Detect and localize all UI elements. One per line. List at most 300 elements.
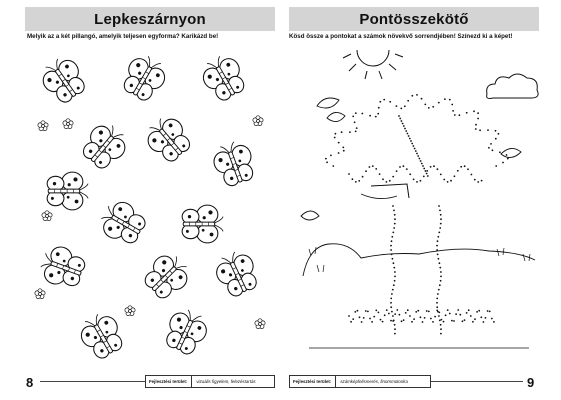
dot [452,110,454,112]
dot [475,124,477,126]
dot [342,147,344,149]
butterfly [47,172,88,210]
dot [349,131,351,133]
dot [413,145,415,147]
dot [413,179,415,181]
dot [394,333,396,335]
dot [407,309,409,311]
dot [426,310,428,312]
dot [470,315,472,317]
dot [440,271,442,273]
dot [413,318,415,320]
dot [354,121,356,123]
dot [391,293,393,295]
dot [382,178,384,180]
dot [359,316,361,318]
dot [449,99,451,101]
dot [436,298,438,300]
dot [437,168,439,170]
dot [388,313,390,315]
dot [411,143,413,145]
dot [408,135,410,137]
dot [405,312,407,314]
dot [403,319,405,321]
dot [403,125,405,127]
dot [440,218,442,220]
dot [405,130,407,132]
dot [401,120,403,122]
dot [367,311,369,313]
dot [473,110,475,112]
butterfly [211,247,263,300]
dot [457,309,459,311]
dot [495,138,497,140]
dot [436,302,438,304]
dot [415,311,417,313]
dot [436,310,438,312]
dot [411,321,413,323]
dot [438,258,440,260]
dot [356,127,358,129]
dot [471,174,473,176]
dot [437,236,439,238]
dot [369,318,371,320]
dot [474,179,476,181]
dot [428,311,430,313]
dot [398,115,400,117]
dot [440,214,442,216]
dot [438,205,440,207]
dot [407,100,409,102]
dot [369,166,371,168]
dot [436,306,438,308]
dot [490,143,492,145]
dot [438,232,440,234]
dot [361,321,363,323]
dot [447,309,449,311]
dot [481,180,483,182]
dot [477,118,479,120]
flower [125,306,135,316]
dot [440,276,442,278]
dot [338,142,340,144]
dot [375,116,377,118]
dot [439,262,441,264]
dot [401,320,403,322]
dot [343,150,345,152]
dot [459,114,461,116]
dot [334,137,336,139]
dot [392,320,394,322]
butterfly [37,242,88,292]
dot [466,312,468,314]
dot [392,258,394,260]
dot [415,150,417,152]
dot [394,313,396,315]
dot [357,310,359,312]
dot [475,128,477,130]
dot [430,318,432,320]
dot [438,315,440,317]
dot [394,214,396,216]
butterfly [160,305,212,358]
dot [373,316,375,318]
dot [438,312,440,314]
dot [389,101,391,103]
butterfly [141,111,196,167]
leaf-drawing [327,112,345,121]
flower [253,116,263,126]
dot [386,309,388,311]
dot [403,165,405,167]
dot [485,317,487,319]
dot [393,267,395,269]
butterfly [197,51,250,105]
dot [427,175,429,177]
dot [438,289,440,291]
dot [355,131,357,133]
dot [434,316,436,318]
dot [422,165,424,167]
butterfly [209,138,259,189]
dot [430,166,432,168]
dot [326,161,328,163]
dot [417,310,419,312]
dot [404,105,406,107]
dot [394,328,396,330]
cloud-drawing [487,74,539,99]
dot [444,98,446,100]
dot [464,165,466,167]
dot [409,315,411,317]
dot [426,170,428,172]
dot [352,178,354,180]
branch-drawing [361,194,397,199]
page-title: Pontösszekötő [289,7,539,31]
dot [396,170,398,172]
dot [407,133,409,135]
dot [391,236,393,238]
butterflies-illustration [25,46,275,364]
dot [437,254,439,256]
dot [355,112,357,114]
dot [348,173,350,175]
butterfly [77,118,132,174]
dot [436,249,438,251]
dot [437,240,439,242]
dot [423,168,425,170]
dot [436,245,438,247]
dot [468,309,470,311]
dot [439,284,441,286]
hill-drawing [303,244,535,276]
dot [380,319,382,321]
dot [394,271,396,273]
dot [474,318,476,320]
development-area-box [145,375,275,388]
dot [506,154,508,156]
dot [443,179,445,181]
dot [330,155,332,157]
dot [394,223,396,225]
dot [335,133,337,135]
page-title: Lepkeszárnyon [25,7,275,31]
dot [352,318,354,320]
dot [382,321,384,323]
development-area-label: Fejlesztési terület: [290,376,336,387]
butterfly [139,248,195,304]
dot [363,317,365,319]
dot [394,276,396,278]
development-area-label: Fejlesztési terület: [146,376,192,387]
dot [464,319,466,321]
dot [369,115,371,117]
dot [391,240,393,242]
dot [449,313,451,315]
dot [432,106,434,108]
flower [38,121,48,131]
dot [354,311,356,313]
dot [393,210,395,212]
grass-tufts [309,247,530,272]
dot [472,321,474,323]
dot [420,316,422,318]
dot [350,321,352,323]
dot [439,320,441,322]
dot [459,314,461,316]
dot [466,112,468,114]
dot [378,312,380,314]
flower [63,119,73,129]
dot [420,180,422,182]
dot [507,158,509,160]
dot [392,176,394,178]
flower [42,211,52,221]
dot [338,152,340,154]
dot [483,321,485,323]
development-area-value: számképfelismerés, finommotorika [340,379,408,384]
dot [416,153,418,155]
dot [379,173,381,175]
dot [406,168,408,170]
dot [392,315,394,317]
dot [487,129,489,131]
dot [414,148,416,150]
dot [424,317,426,319]
dot [383,99,385,101]
butterfly [96,196,150,249]
dot [402,123,404,125]
flower [255,319,265,329]
dot [341,131,343,133]
dot [404,128,406,130]
dot-to-dot-illustration [289,46,545,364]
dot [455,313,457,315]
dot [502,162,504,164]
dot [451,320,453,322]
dot [454,175,456,177]
dot [365,310,367,312]
dot [378,107,380,109]
dot [392,289,394,291]
dot [495,130,497,132]
dot [391,311,393,313]
dot [390,249,392,251]
dot [358,180,360,182]
dot [375,168,377,170]
sun-drawing [343,50,403,79]
dot [390,320,392,322]
butterfly [75,309,128,363]
dot [445,314,447,316]
dot [493,321,495,323]
branch-drawing [371,184,409,198]
dot [451,104,453,106]
dot [365,170,367,172]
dot [411,95,413,97]
dot [477,112,479,114]
instruction-text: Kösd össze a pontokat a számok növekvő sorrendjében! Színezd ki a képet! [289,33,513,40]
butterfly [182,205,223,243]
dot [377,113,379,115]
dot [424,104,426,106]
development-area-box [289,375,431,388]
dot [386,181,388,183]
numbered-dots [325,94,509,335]
dot [410,140,412,142]
dot [400,108,402,110]
page-number: 8 [26,375,34,390]
dot [487,310,489,312]
dot [393,262,395,264]
dot [399,166,401,168]
dot [332,165,334,167]
dot [457,170,459,172]
dot [440,333,442,335]
dot [325,158,327,160]
dot [478,310,480,312]
dot [379,101,381,103]
dot [389,180,391,182]
dot [425,170,427,172]
dot [371,321,373,323]
dot [393,227,395,229]
dot [399,314,401,316]
dot [375,310,377,312]
dot [416,181,418,183]
dot [390,306,392,308]
dot [450,180,452,182]
dot [441,319,443,321]
left-page [0,0,280,400]
dot [480,316,482,318]
dot [462,320,464,322]
dot [489,311,491,313]
dot [421,98,423,100]
dot [399,118,401,120]
dot [391,254,393,256]
dot [372,165,374,167]
dot [426,173,428,175]
dot [390,302,392,304]
dot [396,309,398,311]
dot [416,94,418,96]
page-number: 9 [527,375,535,390]
dot [393,284,395,286]
leaf-drawing [301,211,319,220]
dot [439,227,441,229]
dot [392,205,394,207]
butterfly [118,51,171,105]
dot [460,166,462,168]
dot [421,163,423,165]
dot [417,155,419,157]
dot [447,181,449,183]
dot [440,280,442,282]
dot [467,168,469,170]
dot [453,320,455,322]
dot [495,165,497,167]
dot [394,324,396,326]
dot [409,173,411,175]
dot [348,315,350,317]
dot [454,114,456,116]
dot [361,113,363,115]
dot [491,318,493,320]
flower [35,289,45,299]
dot [439,210,441,212]
dot [352,116,354,118]
dot [420,160,422,162]
dot [440,324,442,326]
right-page [281,0,561,400]
dot [479,129,481,131]
dot [443,321,445,323]
instruction-text: Melyik az a két pillangó, amelyik teljesen egyforma? Karikázd be! [27,33,219,40]
dot [499,151,501,153]
dot [437,293,439,295]
dot [428,107,430,109]
dot [492,149,494,151]
dot [422,321,424,323]
butterfly [36,52,90,107]
dot [390,245,392,247]
dot [390,298,392,300]
dot [394,218,396,220]
dot [396,105,398,107]
dot [392,232,394,234]
dot [419,158,421,160]
leaf-drawing [501,148,521,157]
dot [476,311,478,313]
dot [394,280,396,282]
dot [477,181,479,183]
leaf-drawing [317,98,339,108]
dot [432,321,434,323]
dot [488,147,490,149]
dot [384,314,386,316]
dot [440,328,442,330]
dot [433,165,435,167]
dot [438,102,440,104]
development-area-value: vizuális figyelem, felezéstartás [196,379,256,384]
dot [440,174,442,176]
dot [423,176,425,178]
dot [439,267,441,269]
dot [362,176,364,178]
dot [409,138,411,140]
dot [498,133,500,135]
